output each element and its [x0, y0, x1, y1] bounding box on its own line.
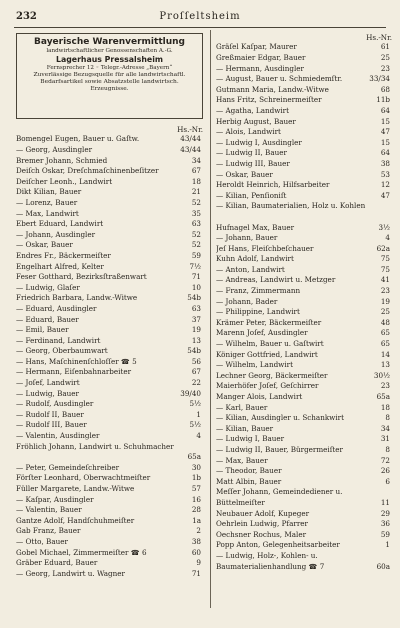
entry-name: Hufnagel Max, Bauer: [216, 222, 295, 232]
entry-name: — Wilhelm, Bauer u. Gaſtwirt: [216, 339, 324, 349]
entry-name: — Hermann, Ausdingler: [216, 63, 304, 73]
entry-name: — Ludwig II, Bauer, Bürgermeiſter: [216, 444, 343, 454]
entry-house-number: 75: [380, 264, 390, 274]
entry-house-number: 62a: [376, 243, 390, 253]
entry-name: — Ludwig, Glaſer: [16, 282, 80, 292]
directory-entry: [216, 244, 392, 255]
directory-entry: [216, 509, 392, 520]
entry-name: Hans Fritz, Schreinermeiſter: [216, 95, 322, 105]
directory-entry: [16, 442, 203, 463]
directory-entry: [16, 463, 203, 474]
entry-house-number: 64: [380, 148, 390, 158]
directory-entry: [216, 360, 392, 371]
directory-entry: [216, 180, 392, 191]
entry-house-number: 16: [191, 494, 201, 504]
entry-name: Gräber Eduard, Bauer: [16, 558, 98, 568]
entry-name: Jeſ Hans, Fleiſchbeſchauer: [216, 243, 314, 253]
entry-name: — Oskar, Bauer: [216, 169, 273, 179]
column-divider: [210, 30, 211, 608]
directory-entry: [16, 420, 203, 431]
entry-house-number: 15: [380, 116, 390, 126]
entry-house-number: 5½: [189, 399, 201, 409]
entry-name: — Otto, Bauer: [16, 536, 68, 546]
directory-entry: [216, 53, 392, 64]
directory-entry: [216, 551, 392, 572]
entry-name: Gräſel Kaſpar, Maurer: [216, 42, 297, 52]
right-entry-list: [216, 42, 392, 572]
entry-house-number: 8: [385, 413, 390, 423]
directory-entry: [216, 519, 392, 530]
directory-entry: [16, 378, 203, 389]
directory-entry: [216, 328, 392, 339]
entry-name: — Ludwig I, Bauer: [216, 434, 285, 444]
directory-entry: [216, 74, 392, 85]
entry-name: Greßmaier Edgar, Bauer: [216, 53, 306, 62]
ad-subtitle: landwirtschaftlicher Genossenschaften A.-G.: [46, 48, 173, 54]
entry-name: Ebert Eduard, Landwirt: [16, 219, 104, 229]
entry-name: Deiſch Oskar, Dreſchmaſchinenbeſitzer: [16, 166, 159, 176]
directory-entry: [16, 283, 203, 294]
entry-house-number: 18: [380, 402, 390, 412]
entry-name: — Karl, Bauer: [216, 402, 268, 412]
house-number-header: Hs.-Nr.: [177, 125, 203, 134]
directory-entry: [216, 371, 392, 382]
directory-entry: [216, 307, 392, 318]
directory-entry: [216, 254, 392, 265]
entry-house-number: 28: [191, 505, 201, 515]
entry-name: Gutmann Maria, Landw.-Witwe: [216, 84, 329, 94]
entry-name: Füller Margarete, Landw.-Witwe: [16, 484, 135, 493]
entry-house-number: 68: [380, 84, 390, 94]
directory-entry: [216, 148, 392, 159]
directory-entry: [216, 286, 392, 297]
entry-house-number: 8: [385, 444, 390, 454]
directory-entry: [16, 272, 203, 283]
directory-entry: [216, 466, 392, 477]
entry-name: Popp Anton, Gelegenheitsarbeiter: [216, 540, 340, 550]
entry-name: — Anton, Landwirt: [216, 264, 285, 274]
directory-entry: [216, 117, 392, 128]
header-rule: [14, 27, 386, 28]
directory-entry: [16, 230, 203, 241]
entry-house-number: 9: [196, 558, 201, 568]
directory-entry: [216, 138, 392, 149]
directory-entry: [216, 424, 392, 435]
directory-entry: [216, 85, 392, 96]
directory-entry: [216, 339, 392, 350]
entry-name: Fröhlich Johann, Landwirt u. Schuhmacher: [16, 441, 174, 451]
entry-name: — Johann, Bader: [216, 296, 278, 306]
directory-entry: [216, 170, 392, 181]
ad-name: Lagerhaus Pressalsheim: [55, 55, 163, 64]
entry-house-number: 23: [380, 286, 390, 296]
directory-entry: [16, 198, 203, 209]
directory-entry: [16, 346, 203, 357]
entry-house-number: 30½: [373, 370, 390, 380]
entry-name: — Johann, Bauer: [216, 233, 278, 243]
entry-name: — Georg, Oberbaumwart: [16, 346, 108, 356]
directory-entry: [216, 265, 392, 276]
entry-name: — Johann, Ausdingler: [16, 229, 96, 239]
entry-name: — Ludwig III, Bauer: [216, 158, 290, 168]
entry-name: Bomengel Eugen, Bauer u. Gaſtw.: [16, 134, 140, 144]
right-column: [216, 33, 392, 572]
entry-house-number: 19: [380, 296, 390, 306]
entry-name: Feser Gotthard, Bezirksſtraßenwart: [16, 272, 147, 282]
entry-house-number: 31: [380, 434, 390, 444]
entry-name: — Ludwig, Bauer: [16, 388, 79, 398]
directory-entry: [216, 275, 392, 286]
entry-name: Matt Albin, Bauer: [216, 476, 282, 486]
entry-house-number: 47: [380, 190, 390, 200]
entry-name: — Eduard, Bauer: [16, 314, 79, 324]
entry-name: — Kilian, Bauer: [216, 423, 274, 433]
entry-house-number: 43/44: [180, 145, 201, 154]
entry-name: Förſter Leonhard, Oberwachtmeiſter: [16, 473, 151, 483]
entry-name: — Ludwig II, Bauer: [216, 148, 287, 158]
directory-entry: [16, 219, 203, 230]
entry-name: — Ludwig I, Ausdingler: [216, 137, 302, 147]
entry-house-number: 13: [191, 335, 201, 345]
entry-name: Lechner Georg, Bäckermeiſter: [216, 370, 328, 380]
directory-entry: [16, 240, 203, 251]
entry-name: Bremer Johann, Schmied: [16, 155, 108, 165]
entry-name: — Hans, Maſchinenſchloſſer ☎ 5: [16, 356, 137, 366]
directory-entry: [16, 569, 203, 580]
entry-house-number: 19: [191, 325, 201, 335]
entry-name: Endres Fr., Bäckermeiſter: [16, 250, 111, 260]
entry-name: — Ferdinand, Landwirt: [16, 335, 101, 345]
entry-house-number: 11b: [376, 95, 390, 105]
entry-house-number: 43/44: [180, 134, 201, 144]
entry-house-number: 64: [380, 105, 390, 115]
entry-house-number: 23: [380, 381, 390, 391]
entry-house-number: 23: [380, 63, 390, 73]
directory-entry: [216, 201, 392, 222]
directory-entry: [216, 403, 392, 414]
entry-name: — Andreas, Landwirt u. Metzger: [216, 275, 336, 285]
directory-entry: [216, 445, 392, 456]
directory-entry: [216, 95, 392, 106]
directory-entry: [216, 392, 392, 403]
entry-house-number: 63: [191, 219, 201, 229]
directory-entry: [16, 177, 203, 188]
entry-house-number: 34: [380, 423, 390, 433]
entry-name: — Hermann, Eiſenbahnarbeiter: [16, 367, 132, 377]
directory-entry: [16, 304, 203, 315]
directory-entry: [216, 297, 392, 308]
entry-house-number: 21: [191, 187, 201, 197]
directory-entry: [16, 336, 203, 347]
entry-name: — Kaſpar, Ausdingler: [16, 494, 94, 504]
entry-name: Gantze Adolf, Handſchuhmeiſter: [16, 515, 135, 525]
entry-house-number: 65a: [376, 392, 390, 401]
entry-house-number: 25: [380, 307, 390, 317]
entry-house-number: 63: [191, 303, 201, 313]
entry-name: — Kilian, Penſioniſt: [216, 190, 287, 200]
entry-house-number: 52: [191, 229, 201, 239]
directory-entry: [16, 516, 203, 527]
entry-house-number: 35: [191, 208, 201, 218]
entry-name: — Alois, Landwirt: [216, 127, 281, 137]
entry-house-number: 2: [196, 526, 201, 536]
entry-name: — Max, Landwirt: [16, 208, 79, 218]
entry-house-number: 12: [380, 180, 390, 190]
entry-house-number: 1b: [191, 473, 201, 483]
directory-entry: [16, 357, 203, 368]
entry-house-number: 65: [380, 328, 390, 338]
entry-house-number: 18: [191, 176, 201, 186]
directory-entry: [216, 487, 392, 508]
entry-house-number: 39/40: [180, 388, 201, 398]
entry-house-number: 60a: [376, 561, 390, 571]
entry-name: — Eduard, Ausdingler: [16, 303, 97, 313]
entry-house-number: 1: [196, 409, 201, 419]
entry-house-number: 1a: [192, 515, 201, 525]
entry-house-number: 59: [380, 529, 390, 539]
entry-name: — Max, Bauer: [216, 455, 268, 465]
entry-house-number: 59: [191, 250, 201, 260]
directory-entry: [16, 293, 203, 304]
directory-entry: [16, 209, 203, 220]
entry-house-number: 6: [385, 476, 390, 486]
directory-entry: [16, 325, 203, 336]
entry-house-number: 53: [380, 169, 390, 179]
entry-house-number: 65: [380, 339, 390, 349]
entry-house-number: 47: [380, 127, 390, 137]
entry-house-number: 33/34: [369, 74, 390, 84]
directory-entry: [216, 223, 392, 234]
entry-house-number: 11: [380, 497, 390, 507]
directory-entry: [216, 413, 392, 424]
directory-entry: [16, 156, 203, 167]
entry-name: — Valentin, Bauer: [16, 505, 82, 515]
entry-house-number: 65a: [187, 452, 201, 462]
directory-entry: [16, 548, 203, 559]
directory-entry: [16, 145, 203, 156]
entry-name: Kuhn Adolf, Landwirt: [216, 254, 294, 264]
entry-name: — Rudolf II, Bauer: [16, 409, 84, 419]
directory-entry: [216, 42, 392, 53]
directory-entry: [216, 64, 392, 75]
directory-entry: [216, 191, 392, 202]
entry-house-number: 29: [380, 508, 390, 518]
entry-house-number: 57: [191, 484, 201, 493]
directory-entry: [16, 495, 203, 506]
directory-entry: [216, 233, 392, 244]
entry-house-number: 1: [385, 540, 390, 550]
entry-house-number: 54b: [187, 293, 201, 303]
page-header: [10, 11, 390, 23]
directory-entry: [216, 127, 392, 138]
entry-house-number: 14: [380, 349, 390, 359]
entry-name: Oechsner Rochus, Maler: [216, 529, 307, 539]
running-title: Proſſeltsheim: [159, 11, 241, 22]
entry-name: Marenn Joſef, Ausdingler: [216, 328, 308, 338]
entry-house-number: 15: [380, 137, 390, 147]
entry-name: — Lorenz, Bauer: [16, 197, 78, 207]
entry-name: Meſſer Johann, Gemeindediener u. Büttelmeiſter: [216, 487, 343, 507]
directory-entry: [16, 505, 203, 516]
advertisement-box: [16, 33, 203, 119]
directory-entry: [216, 434, 392, 445]
entry-house-number: 72: [380, 455, 390, 465]
entry-house-number: 61: [380, 42, 390, 52]
entry-house-number: 71: [191, 272, 201, 282]
entry-house-number: 36: [380, 519, 390, 529]
entry-house-number: 22: [191, 378, 201, 388]
entry-house-number: 52: [191, 240, 201, 250]
directory-entry: [16, 431, 203, 442]
entry-house-number: 30: [191, 462, 201, 472]
entry-name: — Wilhelm, Landwirt: [216, 360, 293, 370]
entry-house-number: 75: [380, 254, 390, 264]
directory-entry: [16, 315, 203, 326]
entry-name: Maierhöfer Joſef, Geſchirrer: [216, 381, 319, 391]
directory-entry: [216, 456, 392, 467]
entry-house-number: 67: [191, 367, 201, 377]
entry-name: — August, Bauer u. Schmiedemſtr.: [216, 74, 343, 84]
entry-name: — Agatha, Landwirt: [216, 105, 289, 115]
entry-house-number: 71: [191, 568, 201, 578]
entry-house-number: 38: [380, 158, 390, 168]
directory-entry: [16, 537, 203, 548]
ad-telephone: Fernsprecher 12 ◦ Telegr.-Adresse „Bayern“: [46, 65, 173, 71]
entry-name: Dikt Kilian, Bauer: [16, 187, 82, 197]
entry-name: — Peter, Gemeindeſchreiber: [16, 462, 120, 472]
entry-house-number: 41: [380, 275, 390, 285]
directory-entry: [216, 350, 392, 361]
directory-entry: [216, 381, 392, 392]
directory-entry: [16, 166, 203, 177]
page-number: 232: [16, 11, 37, 22]
entry-name: — Georg, Ausdingler: [16, 145, 93, 154]
entry-house-number: 3½: [378, 222, 390, 232]
entry-name: — Joſef, Landwirt: [16, 378, 80, 388]
left-entry-list: [16, 134, 203, 579]
left-column: [16, 33, 203, 579]
directory-entry: [216, 159, 392, 170]
entry-name: Königer Gottfried, Landwirt: [216, 349, 318, 359]
directory-entry: [16, 526, 203, 537]
entry-name: — Ludwig, Holz-, Kohlen- u. Baumaterialienhandlung ☎ 7: [216, 550, 325, 571]
entry-name: Neubauer Adolf, Kupeger: [216, 508, 310, 518]
entry-name: — Philippine, Landwirt: [216, 307, 300, 317]
entry-name: — Kilian, Baumaterialien, Holz u. Kohlen: [216, 201, 366, 211]
entry-house-number: 52: [191, 197, 201, 207]
entry-name: — Theodor, Bauer: [216, 466, 282, 476]
entry-house-number: 4: [385, 233, 390, 243]
directory-entry: [16, 484, 203, 495]
entry-house-number: 56: [191, 356, 201, 366]
entry-house-number: 4: [196, 431, 201, 441]
entry-house-number: 7½: [189, 261, 201, 271]
entry-house-number: 5½: [189, 420, 201, 430]
ad-description: Zuverlässige Bezugsquelle für alle landwirtschaftl. Bedarfsartikel sowie Absatzstelle landwirtsch. Erzeugnisse.: [33, 72, 186, 92]
entry-house-number: 13: [380, 360, 390, 370]
entry-house-number: 54b: [187, 346, 201, 356]
entry-name: Krämer Peter, Bäckermeiſter: [216, 317, 322, 327]
entry-name: — Rudolf III, Bauer: [16, 420, 87, 430]
directory-entry: [16, 367, 203, 378]
entry-house-number: 10: [191, 282, 201, 292]
entry-name: Heroldt Heinrich, Hilfsarbeiter: [216, 180, 330, 190]
entry-name: Gobel Michael, Zimmermeiſter ☎ 6: [16, 547, 147, 557]
directory-entry: [16, 251, 203, 262]
entry-name: Oehrlein Ludwig, Pfarrer: [216, 519, 308, 529]
entry-name: — Oskar, Bauer: [16, 240, 73, 250]
directory-entry: [216, 318, 392, 329]
entry-name: — Rudolf, Ausdingler: [16, 399, 94, 409]
entry-house-number: 38: [191, 536, 201, 546]
entry-name: Engelhart Alfred, Kelter: [16, 261, 104, 271]
entry-house-number: 48: [380, 317, 390, 327]
directory-entry: [16, 187, 203, 198]
entry-name: — Franz, Zimmermann: [216, 286, 301, 296]
entry-name: Herbig August, Bauer: [216, 116, 296, 126]
entry-name: — Kilian, Ausdingler u. Schankwirt: [216, 413, 344, 423]
directory-entry: [16, 134, 203, 145]
directory-entry: [216, 477, 392, 488]
directory-entry: [16, 399, 203, 410]
directory-entry: [216, 540, 392, 551]
entry-house-number: 60: [191, 547, 201, 557]
directory-entry: [16, 262, 203, 273]
house-number-header: Hs.-Nr.: [366, 33, 392, 42]
entry-name: Gab Franz, Bauer: [16, 526, 81, 536]
directory-entry: [216, 530, 392, 541]
entry-house-number: 67: [191, 166, 201, 176]
entry-name: — Emil, Bauer: [16, 325, 69, 335]
entry-house-number: 34: [191, 155, 201, 165]
directory-entry: [216, 106, 392, 117]
directory-entry: [16, 410, 203, 421]
entry-house-number: 26: [380, 466, 390, 476]
entry-name: — Valentin, Ausdingler: [16, 431, 100, 441]
entry-house-number: 37: [191, 314, 201, 324]
directory-entry: [16, 473, 203, 484]
ad-title: Bayerische Warenvermittlung: [34, 37, 185, 47]
entry-name: — Georg, Landwirt u. Wagner: [16, 568, 125, 578]
entry-name: Deiſcher Leonh., Landwirt: [16, 176, 113, 186]
entry-house-number: 25: [380, 53, 390, 62]
entry-name: Friedrich Barbara, Landw.-Witwe: [16, 293, 138, 303]
directory-entry: [16, 389, 203, 400]
entry-name: Manger Alois, Landwirt: [216, 392, 303, 401]
directory-entry: [16, 558, 203, 569]
